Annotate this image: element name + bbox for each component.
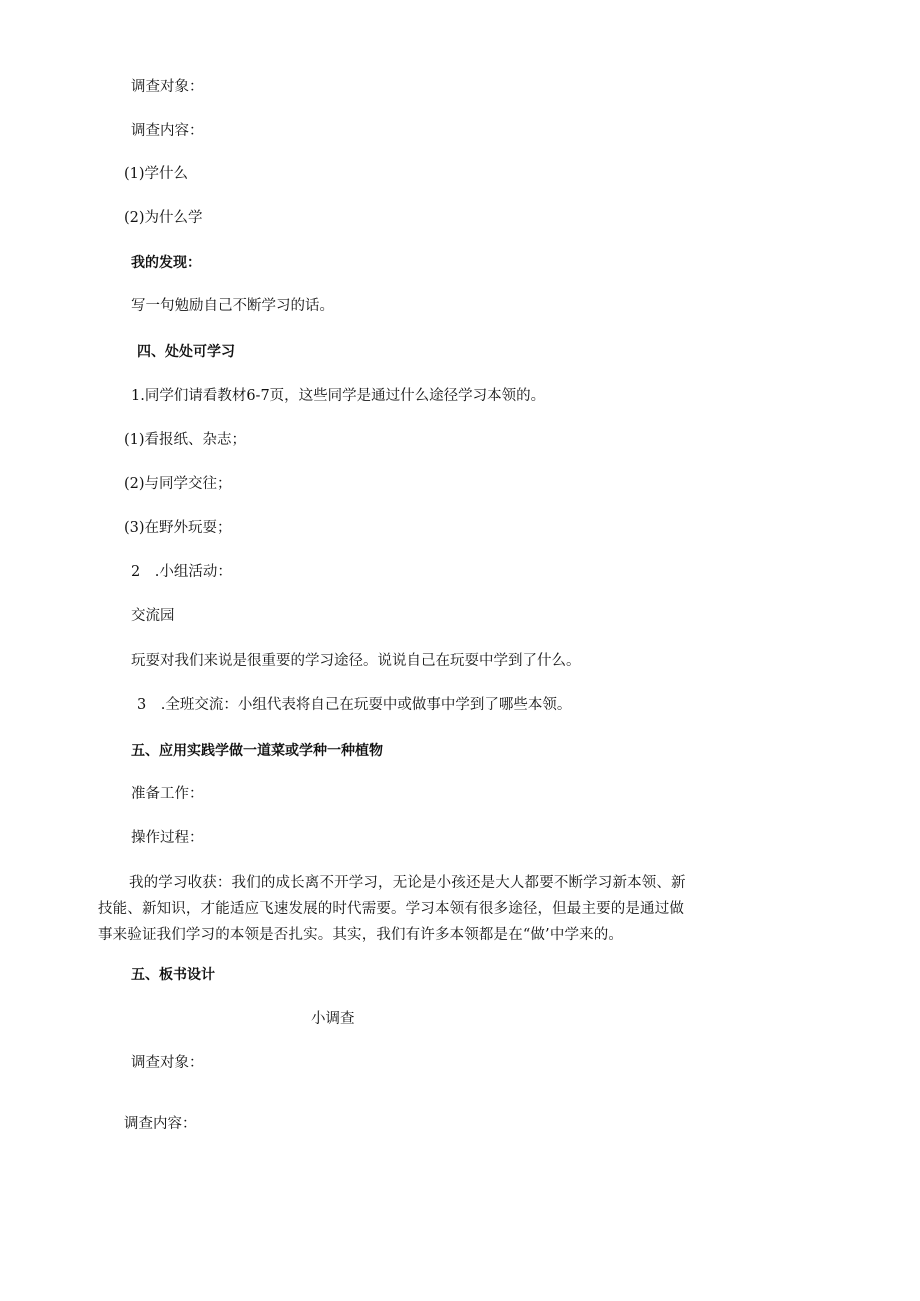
list-item: (2)与同学交往； [124,476,232,492]
survey-content-label: 调查内容： [131,123,204,139]
question-text: 1.同学们请看教材6-7页，这些同学是通过什么途径学习本领的。 [131,388,546,404]
survey-target-label: 调查对象： [131,79,204,95]
section-heading: 四、处处可学习 [137,344,235,360]
list-item: (2)为什么学 [124,210,203,226]
learning-harvest-paragraph: 我的学习收获：我们的成长离不开学习，无论是小孩还是大人都要不断学习新本领、新技能、新知识，才能适应飞速发展的时代需要。学习本领有很多途径，但最主要的是通过做事来验证我们学习的本领是否扎实。其实，我们有许多本领都是在“做’中学来的。 [98,875,686,943]
survey-target-label: 调查对象： [131,1055,204,1071]
my-findings-heading: 我的发现： [131,255,201,271]
activity-label: 2 .小组活动： [131,564,232,580]
list-item: (1)看报纸、杂志； [124,432,247,448]
prep-label: 准备工作： [131,786,204,802]
list-item: (3)在野外玩耍； [124,520,232,536]
board-title: 小调查 [311,1011,355,1027]
list-item: (1)学什么 [124,166,189,182]
exchange-title: 交流园 [131,608,175,624]
section-heading: 五、板书设计 [131,967,215,983]
section-heading: 五、应用实践学做一道菜或学种一种植物 [131,743,383,759]
body-text: 玩耍对我们来说是很重要的学习途径。说说自己在玩耍中学到了什么。 [131,653,581,669]
survey-content-label: 调查内容： [124,1116,197,1132]
body-text: 3 .全班交流：小组代表将自己在玩耍中或做事中学到了哪些本领。 [137,697,572,713]
motto-prompt: 写一句勉励自己不断学习的话。 [131,298,334,314]
process-label: 操作过程： [131,830,204,846]
